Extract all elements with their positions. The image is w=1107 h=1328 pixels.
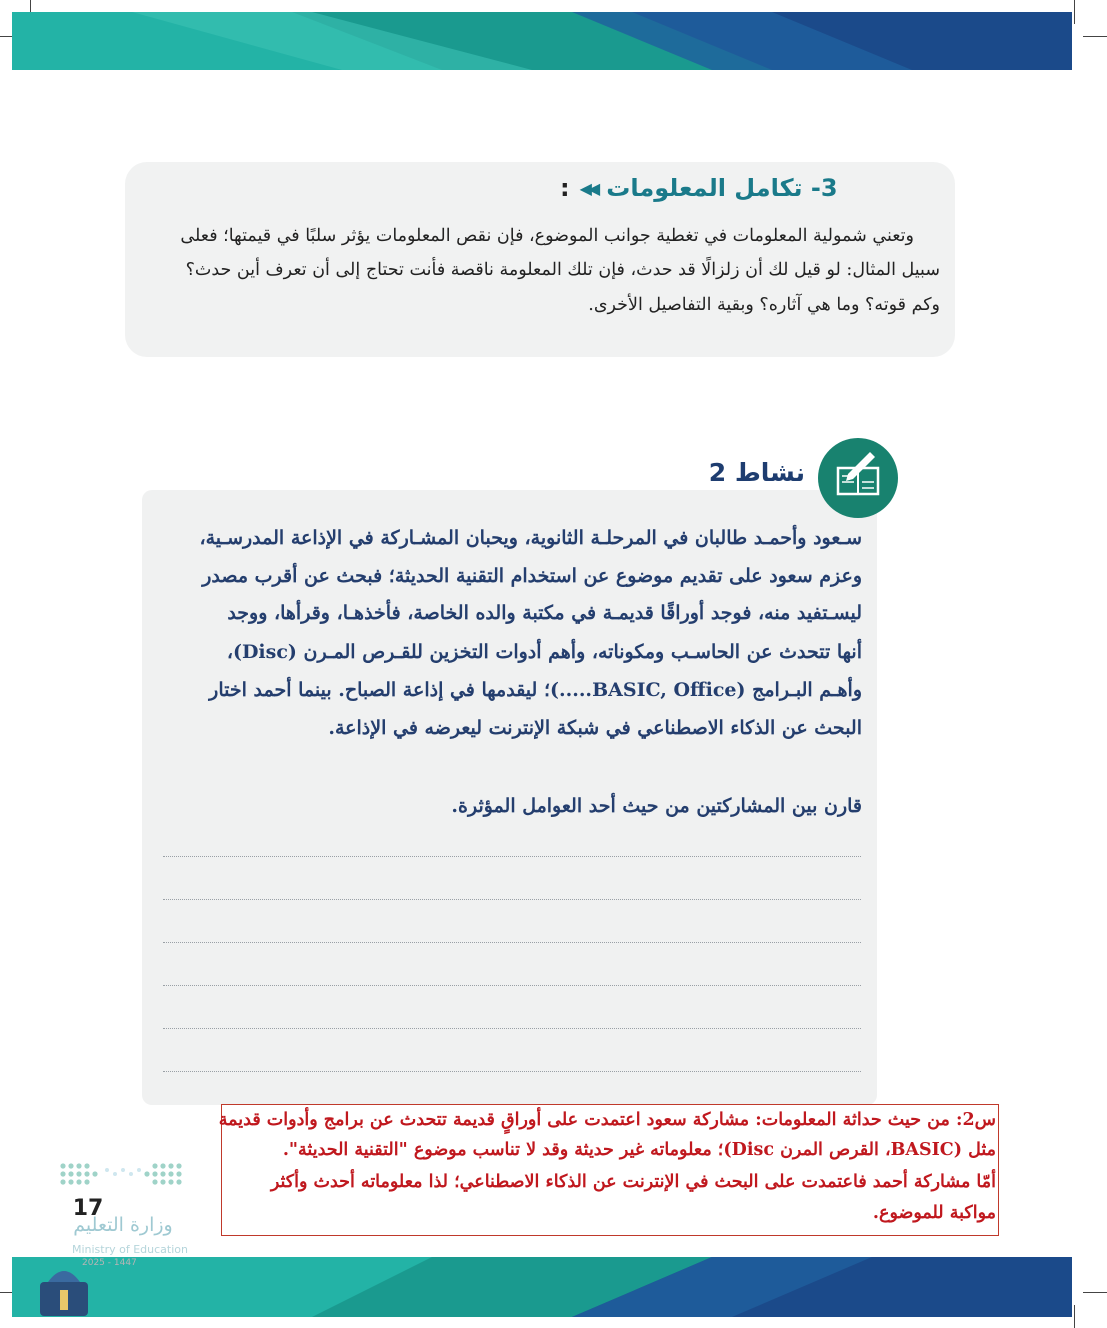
ministry-name-en: Ministry of Education [71, 1243, 188, 1256]
activity-question: قارن بين المشاركتين من حيث أحد العوامل المؤثرة. [451, 795, 862, 817]
notebook-pen-icon [818, 438, 898, 518]
answer-line[interactable] [163, 985, 861, 986]
activity-line: ليسـتفيد منه، فوجد أوراقًا قديمـة في مكتبة والده الخاصة، فأخذهـا، وقرأها، ووجد [227, 602, 862, 624]
activity-line: أنها تتحدث عن الحاسـب ومكوناته، وأهم أدوات التخزين للقـرص المـرن (Disc)، [226, 641, 862, 663]
answer-line-text: س2: من حيث حداثة المعلومات: مشاركة سعود اعتمدت على أوراقٍ قديمة تتحدث عن برامج وأدوات قديمة [218, 1110, 996, 1130]
header-band [12, 12, 1072, 70]
section-title-suffix: : [560, 174, 570, 202]
double-left-arrow-icon: ◀◀ [579, 178, 597, 198]
footer-band [12, 1257, 1072, 1317]
paragraph-line: سبيل المثال: لو قيل لك أن زلزالًا قد حدث، فإن تلك المعلومة ناقصة فأنت تحتاج إلى أن تعرف أين حدث؟ [185, 260, 940, 280]
activity-line: البحث عن الذكاء الاصطناعي في شبكة الإنترنت ليعرضه في الإذاعة. [328, 717, 862, 739]
emblem-icon [34, 1262, 94, 1318]
answer-line[interactable] [163, 1071, 861, 1072]
edition-year: 2025 - 1447 [82, 1258, 137, 1268]
answer-line-text: أمّا مشاركة أحمد فاعتمدت على البحث في الإنترنت عن الذكاء الاصطناعي؛ لذا معلوماته أحدث وأكثر [270, 1172, 996, 1192]
section-title: 3- تكامل المعلومات [606, 174, 838, 202]
page-number: 17 [72, 1196, 104, 1221]
crop-mark [1083, 1292, 1107, 1293]
answer-line[interactable] [163, 899, 861, 900]
activity-line: سـعود وأحمـد طالبان في المرحلـة الثانوية، ويحبان المشـاركة في الإذاعة المدرسـية، [199, 527, 862, 549]
activity-line: وعزم سعود على تقديم موضوع عن استخدام التقنية الحديثة؛ فبحث عن أقرب مصدر [202, 565, 862, 587]
activity-title: نشاط 2 [708, 458, 805, 487]
ministry-name-ar: وزارة التعليم [73, 1214, 173, 1236]
answer-line-text: مواكبة للموضوع. [872, 1203, 996, 1223]
answer-line[interactable] [163, 942, 861, 943]
crop-mark [1083, 36, 1107, 37]
answer-line[interactable] [163, 856, 861, 857]
activity-line: وأهـم البـرامج (BASIC, Office.....)؛ ليقدمها في إذاعة الصباح. بينما أحمد اختار [209, 679, 862, 701]
paragraph-line: وتعني شمولية المعلومات في تغطية جوانب الموضوع، فإن نقص المعلومات يؤثر سلبًا في قيمتها؛ فعلى [180, 226, 914, 246]
paragraph-line: وكم قوته؟ وما هي آثاره؟ وبقية التفاصيل الأخرى. [588, 295, 940, 315]
answer-line-text: مثل (BASIC، القرص المرن Disc)؛ معلوماته غير حديثة وقد لا تناسب موضوع "التقنية الحديثة". [282, 1140, 996, 1160]
crop-mark [1074, 0, 1075, 24]
crop-mark [1074, 1305, 1075, 1328]
answer-line[interactable] [163, 1028, 861, 1029]
section-heading [560, 174, 932, 202]
